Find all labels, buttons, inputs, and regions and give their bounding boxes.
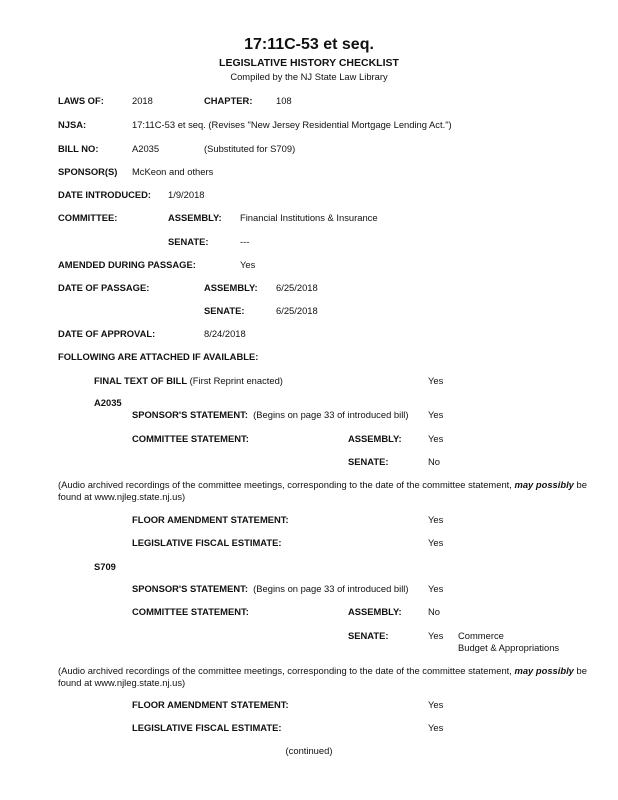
audio-note-text-2: be found at www.njleg.state.nj.us) [58, 479, 587, 502]
date-of-approval-value: 8/24/2018 [204, 328, 246, 339]
committee-label: COMMITTEE: [58, 212, 118, 223]
s709-senate-committee-1: Commerce [458, 630, 504, 641]
sponsors-value: McKeon and others [132, 166, 214, 177]
s709-heading: S709 [94, 561, 116, 572]
s709-sponsor-row [132, 583, 408, 595]
s709-sponsor-note: (Begins on page 33 of introduced bill) [253, 583, 409, 594]
s709-senate-label: SENATE: [348, 630, 389, 641]
final-text-row [94, 375, 283, 387]
compiled-by: Compiled by the NJ State Law Library [230, 71, 388, 82]
amended-value: Yes [240, 259, 256, 270]
committee-assembly-value: Financial Institutions & Insurance [240, 212, 378, 223]
final-text-label: FINAL TEXT OF BILL [94, 375, 188, 386]
s709-fiscal-label: LEGISLATIVE FISCAL ESTIMATE: [132, 722, 282, 733]
a2035-sponsor-row [132, 409, 408, 421]
date-of-approval-label: DATE OF APPROVAL: [58, 328, 156, 339]
passage-senate-value: 6/25/2018 [276, 305, 318, 316]
s709-committee-label: COMMITTEE STATEMENT: [132, 606, 249, 617]
a2035-sponsor-label: SPONSOR'S STATEMENT: [132, 409, 248, 420]
sponsors-label: SPONSOR(S) [58, 166, 118, 177]
passage-assembly-value: 6/25/2018 [276, 282, 318, 293]
a2035-floor-label: FLOOR AMENDMENT STATEMENT: [132, 514, 289, 525]
bill-no-value: A2035 [132, 143, 160, 154]
a2035-committee-label: COMMITTEE STATEMENT: [132, 433, 249, 444]
s709-floor-label: FLOOR AMENDMENT STATEMENT: [132, 699, 289, 710]
audio-note-2-text-2: be found at www.njleg.state.nj.us) [58, 665, 587, 688]
njsa-value: 17:11C-53 et seq. (Revises "New Jersey Residential Mortgage Lending Act.") [132, 119, 452, 130]
bill-no-label: BILL NO: [58, 143, 99, 154]
s709-assembly-value: No [428, 606, 440, 617]
audio-note-2 [58, 665, 603, 689]
audio-note-2-emphasis: may possibly [514, 665, 574, 676]
passage-assembly-label: ASSEMBLY: [204, 282, 258, 293]
a2035-sponsor-note: (Begins on page 33 of introduced bill) [253, 409, 409, 420]
audio-note-emphasis: may possibly [514, 479, 574, 490]
s709-floor-value: Yes [428, 699, 444, 710]
bill-no-note: (Substituted for S709) [204, 143, 296, 154]
s709-senate-committee-2: Budget & Appropriations [458, 642, 560, 653]
committee-senate-value: --- [240, 236, 250, 247]
s709-assembly-label: ASSEMBLY: [348, 606, 402, 617]
final-text-note: (First Reprint enacted) [189, 375, 283, 386]
continued-note: (continued) [285, 745, 333, 756]
date-introduced-value: 1/9/2018 [168, 189, 205, 200]
document-subtitle: LEGISLATIVE HISTORY CHECKLIST [219, 57, 399, 69]
audio-note-2-text: (Audio archived recordings of the committee meetings, corresponding to the date of the committee statement, [58, 665, 515, 676]
s709-sponsor-value: Yes [428, 583, 444, 594]
chapter-label: CHAPTER: [204, 95, 253, 106]
s709-senate-value: Yes [428, 630, 444, 641]
a2035-floor-value: Yes [428, 514, 444, 525]
date-introduced-label: DATE INTRODUCED: [58, 189, 152, 200]
a2035-fiscal-label: LEGISLATIVE FISCAL ESTIMATE: [132, 537, 282, 548]
document-title: 17:11C-53 et seq. [244, 36, 374, 53]
s709-fiscal-value: Yes [428, 722, 444, 733]
following-heading: FOLLOWING ARE ATTACHED IF AVAILABLE: [58, 351, 259, 362]
a2035-senate-label: SENATE: [348, 456, 389, 467]
committee-assembly-label: ASSEMBLY: [168, 212, 222, 223]
laws-of-label: LAWS OF: [58, 95, 104, 106]
a2035-fiscal-value: Yes [428, 537, 444, 548]
a2035-assembly-label: ASSEMBLY: [348, 433, 402, 444]
laws-of-value: 2018 [132, 95, 153, 106]
a2035-senate-value: No [428, 456, 440, 467]
date-of-passage-label: DATE OF PASSAGE: [58, 282, 150, 293]
audio-note [58, 479, 603, 503]
a2035-sponsor-value: Yes [428, 409, 444, 420]
passage-senate-label: SENATE: [204, 305, 245, 316]
a2035-heading: A2035 [94, 397, 122, 408]
s709-sponsor-label: SPONSOR'S STATEMENT: [132, 583, 248, 594]
njsa-label: NJSA: [58, 119, 87, 130]
amended-label: AMENDED DURING PASSAGE: [58, 259, 196, 270]
a2035-assembly-value: Yes [428, 433, 444, 444]
chapter-value: 108 [276, 95, 292, 106]
committee-senate-label: SENATE: [168, 236, 209, 247]
audio-note-text: (Audio archived recordings of the committee meetings, corresponding to the date of the committee statement, [58, 479, 515, 490]
final-text-value: Yes [428, 375, 444, 386]
